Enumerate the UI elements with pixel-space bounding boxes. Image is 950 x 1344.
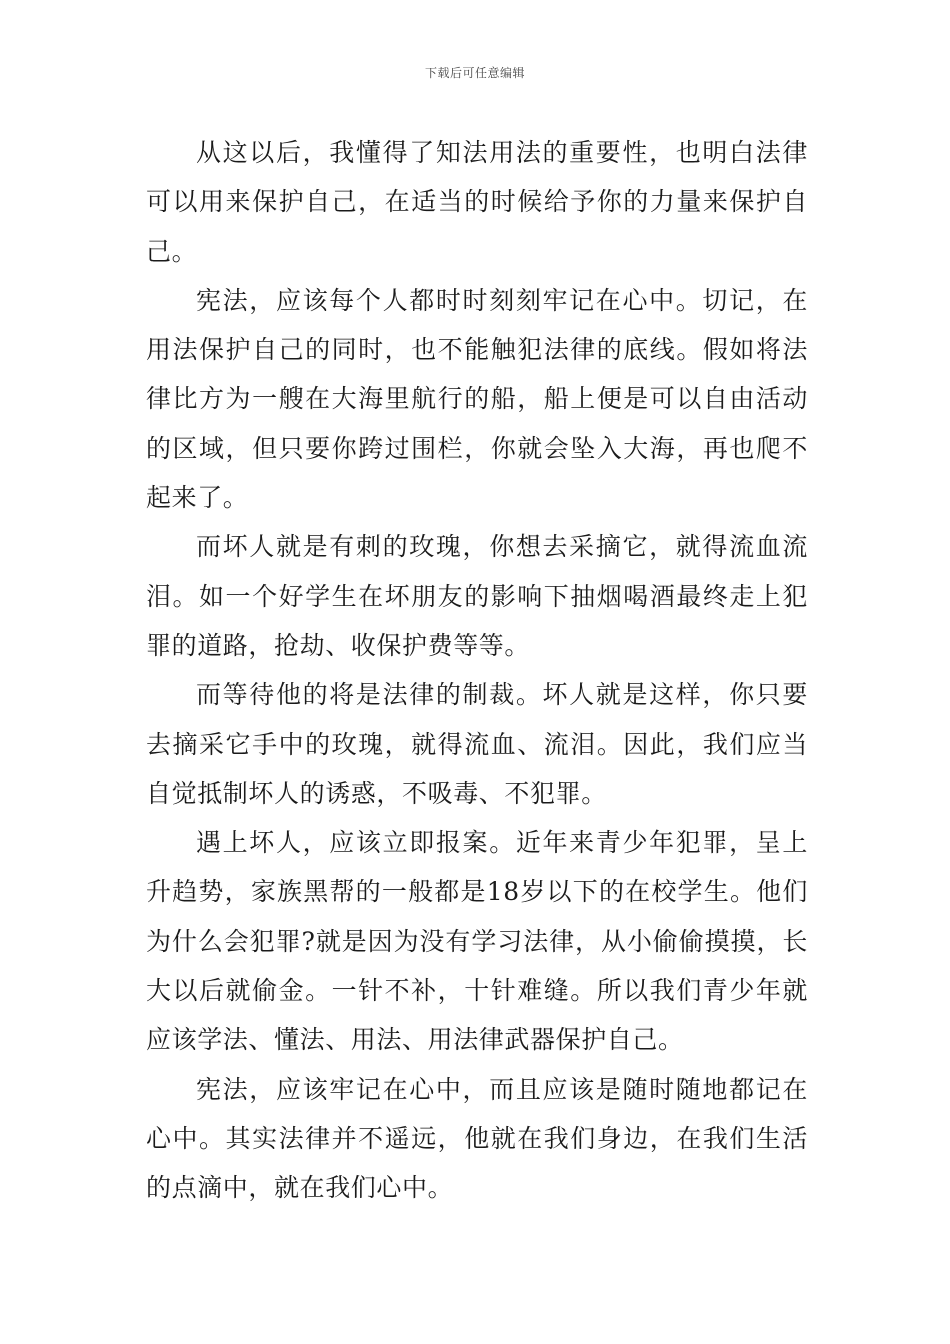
- paragraph: 从这以后，我懂得了知法用法的重要性，也明白法律可以用来保护自己，在适当的时候给予你的力量来保护自己。: [146, 138, 808, 266]
- paragraph: 宪法，应该每个人都时时刻刻牢记在心中。切记，在用法保护自己的同时，也不能触犯法律的底线。假如将法律比方为一艘在大海里航行的船，船上便是可以自由活动的区域，但只要你跨过围栏，你就会坠入大海，再也爬不起来了。: [146, 285, 808, 513]
- paragraph: 遇上坏人，应该立即报案。近年来青少年犯罪，呈上升趋势，家族黑帮的一般都是18岁以下的在校学生。他们为什么会犯罪?就是因为没有学习法律，从小偷偷摸摸，长大以后就偷金。一针不补，十针难缝。所以我们青少年就应该学法、懂法、用法、用法律武器保护自己。: [146, 828, 808, 1055]
- document-body: [146, 128, 808, 1213]
- paragraph: 宪法，应该牢记在心中，而且应该是随时随地都记在心中。其实法律并不遥远，他就在我们身边，在我们生活的点滴中，就在我们心中。: [146, 1074, 808, 1203]
- header-note: 下载后可任意编辑: [424, 66, 525, 80]
- paragraph: 而坏人就是有刺的玫瑰，你想去采摘它，就得流血流泪。如一个好学生在坏朋友的影响下抽烟喝酒最终走上犯罪的道路，抢劫、收保护费等等。: [146, 532, 808, 660]
- paragraph: 而等待他的将是法律的制裁。坏人就是这样，你只要去摘采它手中的玫瑰，就得流血、流泪。因此，我们应当自觉抵制坏人的诱惑，不吸毒、不犯罪。: [146, 680, 808, 808]
